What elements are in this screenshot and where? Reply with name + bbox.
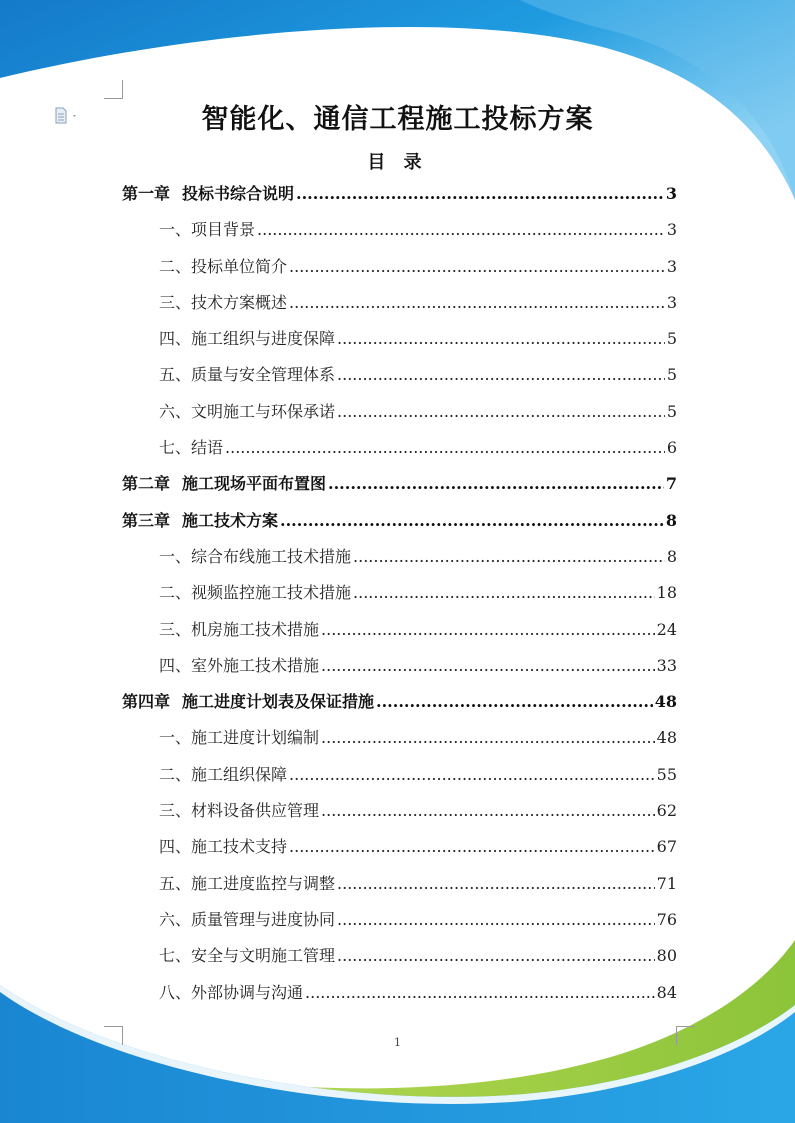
toc-chapter-number: 第四章 — [122, 692, 171, 712]
toc-page-number: 8 — [666, 546, 677, 566]
toc-section-row[interactable] — [122, 430, 677, 466]
toc-chapter-row[interactable] — [122, 466, 677, 502]
toc-leader-dots — [280, 503, 664, 539]
toc-entry-label: 六、质量管理与进度协同 — [159, 909, 336, 929]
toc-page-number: 3 — [666, 220, 677, 240]
toc-leader-dots — [337, 866, 655, 902]
toc-leader-dots — [305, 975, 655, 1011]
toc-leader-dots — [337, 357, 665, 393]
toc-section-row[interactable] — [122, 648, 677, 684]
toc-page-number: 62 — [656, 801, 677, 821]
toc-leader-dots — [321, 648, 655, 684]
toc-section-row[interactable] — [122, 902, 677, 938]
toc-chapter-number: 第三章 — [122, 510, 171, 530]
toc-entry-label: 六、文明施工与环保承诺 — [159, 401, 336, 421]
toc-leader-dots — [289, 285, 665, 321]
toc-entry-label: 五、质量与安全管理体系 — [159, 365, 336, 385]
toc-leader-dots — [337, 321, 665, 357]
toc-leader-dots — [376, 684, 653, 720]
toc-section-row[interactable] — [122, 829, 677, 865]
toc-entry-label: 一、施工进度计划编制 — [159, 728, 320, 748]
toc-leader-dots — [225, 430, 665, 466]
toc-section-row[interactable] — [122, 612, 677, 648]
toc-leader-dots — [296, 176, 664, 212]
toc-page-number: 18 — [656, 583, 677, 603]
toc-leader-dots — [353, 575, 655, 611]
toc-section-row[interactable] — [122, 285, 677, 321]
toc-chapter-row[interactable] — [122, 503, 677, 539]
toc-entry-label — [122, 466, 326, 502]
toc-leader-dots — [337, 394, 665, 430]
toc-chapter-row[interactable] — [122, 176, 677, 212]
toc-page-number: 71 — [656, 873, 677, 893]
page-number: 1 — [394, 1036, 401, 1049]
toc-leader-dots — [337, 938, 655, 974]
toc-entry-label: 四、施工组织与进度保障 — [159, 329, 336, 349]
toc-page-number: 7 — [665, 474, 677, 494]
toc-entry-label: 一、综合布线施工技术措施 — [159, 546, 352, 566]
toc-page-number: 8 — [665, 510, 677, 530]
toc-entry-label — [122, 503, 278, 539]
toc-leader-dots — [289, 757, 655, 793]
toc-entry-label: 三、材料设备供应管理 — [159, 801, 320, 821]
toc-leader-dots — [328, 466, 664, 502]
document-title: 智能化、通信工程施工投标方案 — [201, 104, 594, 135]
toc-section-row[interactable] — [122, 720, 677, 756]
toc-section-row[interactable] — [122, 394, 677, 430]
toc-entry-label: 四、室外施工技术措施 — [159, 655, 320, 675]
toc-page-number: 5 — [666, 329, 677, 349]
toc-leader-dots — [321, 612, 655, 648]
toc-leader-dots — [257, 212, 665, 248]
toc-page-number: 48 — [656, 728, 677, 748]
toc-entry-label: 一、项目背景 — [159, 220, 256, 240]
toc-section-row[interactable] — [122, 212, 677, 248]
toc-chapter-title: 投标书综合说明 — [182, 184, 295, 203]
toc-chapter-row[interactable] — [122, 684, 677, 720]
toc-page-number: 76 — [656, 909, 677, 929]
toc-leader-dots — [289, 249, 665, 285]
toc-page-number: 80 — [656, 946, 677, 966]
toc-chapter-title: 施工现场平面布置图 — [182, 474, 327, 494]
toc-page-number: 24 — [656, 619, 677, 639]
toc-chapter-title: 施工技术方案 — [182, 510, 279, 530]
toc-page-number: 84 — [656, 982, 677, 1002]
toc-page-number: 55 — [656, 764, 677, 784]
toc-page-number: 5 — [666, 365, 677, 385]
toc-leader-dots — [321, 793, 655, 829]
toc-entry-label: 八、外部协调与沟通 — [159, 982, 304, 1002]
toc-entry-label: 三、机房施工技术措施 — [159, 619, 320, 639]
toc-section-row[interactable] — [122, 249, 677, 285]
toc-leader-dots — [321, 720, 655, 756]
toc-section-row[interactable] — [122, 357, 677, 393]
toc-leader-dots — [337, 902, 655, 938]
toc-page-number: 3 — [666, 256, 677, 276]
toc-entry-label: 三、技术方案概述 — [159, 292, 288, 312]
toc-leader-dots — [289, 829, 655, 865]
table-of-contents — [122, 176, 677, 1011]
toc-page-number: 3 — [666, 292, 677, 312]
toc-leader-dots — [353, 539, 665, 575]
toc-page-number: 3 — [665, 184, 677, 203]
toc-entry-label: 二、施工组织保障 — [159, 764, 288, 784]
toc-entry-label: 七、安全与文明施工管理 — [159, 946, 336, 966]
toc-entry-label — [122, 684, 374, 720]
toc-heading: 目 录 — [367, 152, 428, 173]
toc-page-number: 5 — [666, 401, 677, 421]
toc-entry-label — [122, 176, 294, 212]
toc-section-row[interactable] — [122, 793, 677, 829]
toc-section-row[interactable] — [122, 757, 677, 793]
toc-section-row[interactable] — [122, 539, 677, 575]
toc-page-number: 67 — [656, 837, 677, 857]
toc-section-row[interactable] — [122, 866, 677, 902]
toc-chapter-number: 第二章 — [122, 474, 171, 494]
toc-entry-label: 七、结语 — [159, 438, 224, 458]
toc-page-number: 6 — [666, 438, 677, 458]
toc-section-row[interactable] — [122, 575, 677, 611]
toc-section-row[interactable] — [122, 975, 677, 1011]
toc-page-number: 33 — [656, 655, 677, 675]
toc-chapter-number: 第一章 — [122, 184, 171, 203]
toc-chapter-title: 施工进度计划表及保证措施 — [182, 692, 375, 712]
toc-section-row[interactable] — [122, 938, 677, 974]
toc-entry-label: 二、投标单位简介 — [159, 256, 288, 276]
toc-page-number: 48 — [654, 692, 677, 712]
toc-entry-label: 五、施工进度监控与调整 — [159, 873, 336, 893]
toc-section-row[interactable] — [122, 321, 677, 357]
toc-entry-label: 二、视频监控施工技术措施 — [159, 583, 352, 603]
toc-entry-label: 四、施工技术支持 — [159, 837, 288, 857]
